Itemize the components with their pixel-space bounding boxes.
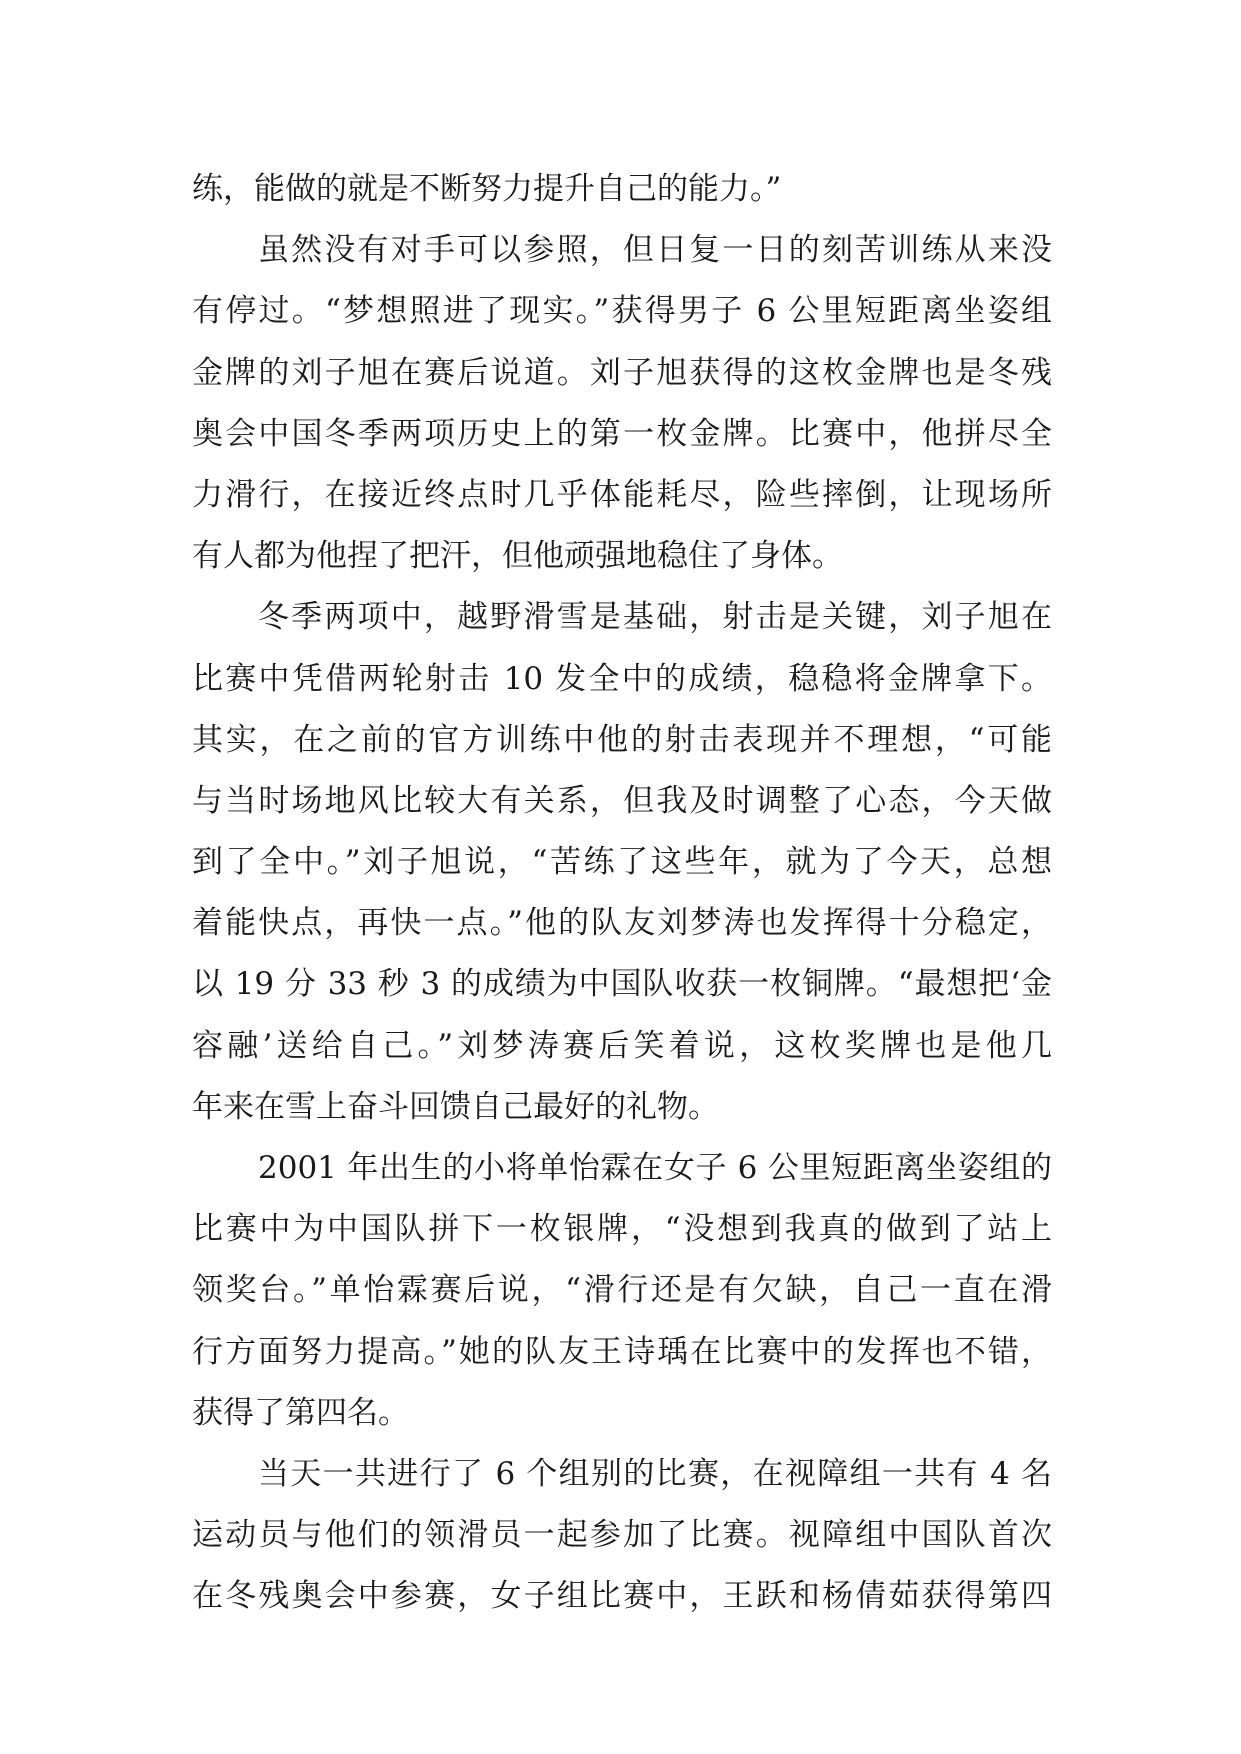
text-line-9: 比赛中凭借两轮射击 10 发全中的成绩，稳稳将金牌拿下。 [192,660,1052,697]
text-line-4: 金牌的刘子旭在赛后说道。刘子旭获得的这枚金牌也是冬残 [192,354,1052,391]
text-line-3: 有停过。“梦想照进了现实。”获得男子 6 公里短距离坐姿组 [192,293,1052,330]
article-body [192,159,1052,1628]
text-line-20: 行方面努力提高。”她的队友王诗瑀在比赛中的发挥也不错， [192,1333,1052,1370]
text-line-1: 练，能做的就是不断努力提升自己的能力。” [192,171,782,207]
text-line-14: 以 19 分 33 秒 3 的成绩为中国队收获一枚铜牌。“最想把‘金 [192,966,1052,1003]
text-line-11: 与当时场地风比较大有关系，但我及时调整了心态，今天做 [192,782,1052,819]
text-line-5: 奥会中国冬季两项历史上的第一枚金牌。比赛中，他拼尽全 [192,415,1052,452]
text-line-6: 力滑行，在接近终点时几乎体能耗尽，险些摔倒，让现场所 [192,476,1052,513]
text-line-18: 比赛中为中国队拼下一枚银牌，“没想到我真的做到了站上 [192,1211,1052,1248]
text-line-7: 有人都为他捏了把汗，但他顽强地稳住了身体。 [192,538,843,575]
text-line-8: 冬季两项中，越野滑雪是基础，射击是关键，刘子旭在 [258,599,1052,636]
text-line-15: 容融’送给自己。”刘梦涛赛后笑着说，这枚奖牌也是他几 [192,1027,1052,1064]
text-line-16: 年来在雪上奋斗回馈自己最好的礼物。 [192,1088,719,1125]
text-line-24: 在冬残奥会中参赛，女子组比赛中，王跃和杨倩茹获得第四 [192,1578,1052,1615]
text-line-22: 当天一共进行了 6 个组别的比赛，在视障组一共有 4 名 [258,1455,1052,1492]
text-line-21: 获得了第四名。 [192,1394,409,1431]
text-line-17: 2001 年出生的小将单怡霖在女子 6 公里短距离坐姿组的 [258,1150,1052,1186]
text-line-13: 着能快点，再快一点。”他的队友刘梦涛也发挥得十分稳定， [192,905,1052,942]
text-line-2: 虽然没有对手可以参照，但日复一日的刻苦训练从来没 [258,232,1052,269]
text-line-10: 其实，在之前的官方训练中他的射击表现并不理想，“可能 [192,721,1052,758]
text-line-12: 到了全中。”刘子旭说，“苦练了这些年，就为了今天，总想 [192,844,1052,881]
text-line-19: 领奖台。”单怡霖赛后说，“滑行还是有欠缺，自己一直在滑 [192,1272,1052,1309]
text-line-23: 运动员与他们的领滑员一起参加了比赛。视障组中国队首次 [192,1517,1052,1554]
